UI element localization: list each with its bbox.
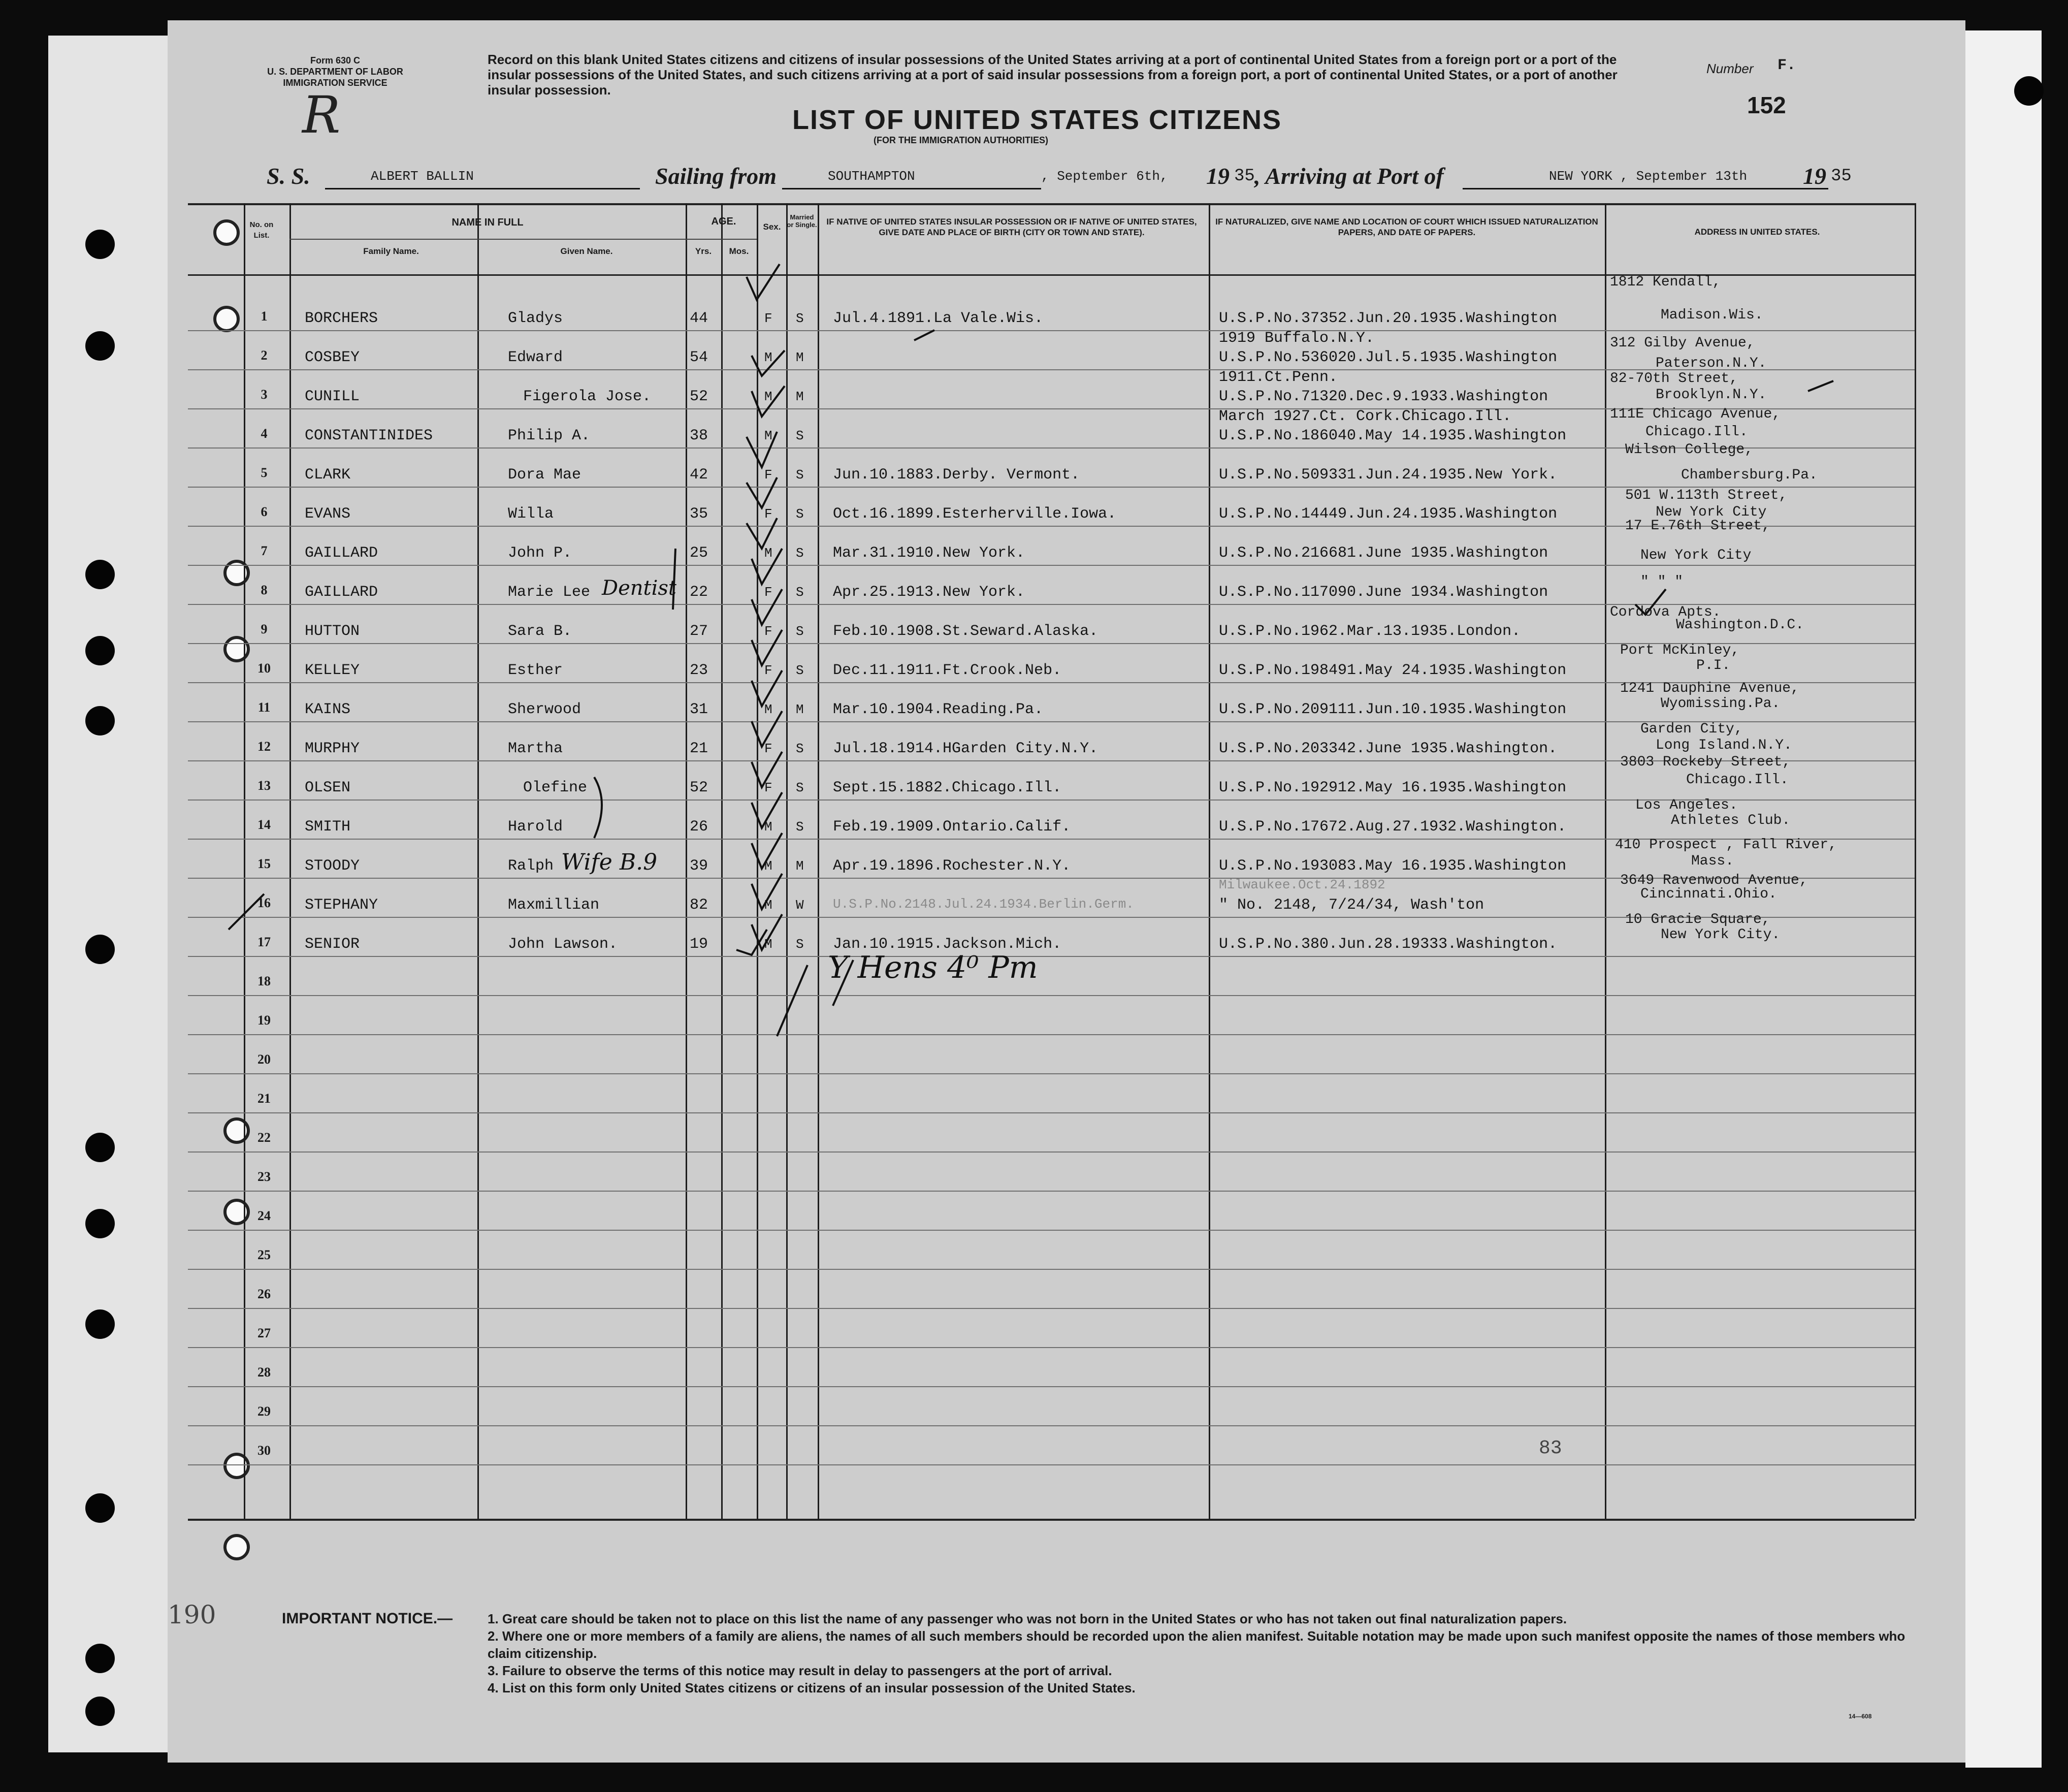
family-name: SMITH <box>305 818 351 836</box>
row-number: 26 <box>257 1287 271 1301</box>
corner-mark: R <box>302 85 341 145</box>
naturalization-papers: U.S.P.No.380.Jun.28.19333.Washington. <box>1219 936 1558 953</box>
form-number: Form 630 C <box>310 55 361 66</box>
address-line: Wyomissing.Pa. <box>1661 696 1781 712</box>
marital-status: S <box>796 937 804 952</box>
row-number: 22 <box>257 1130 271 1145</box>
row-number: 10 <box>257 661 271 676</box>
address-line: 410 Prospect , Fall River, <box>1615 837 1837 853</box>
address-line: Los Angeles. <box>1635 797 1738 813</box>
naturalization-papers: U.S.P.No.17672.Aug.27.1932.Washington. <box>1219 818 1567 836</box>
address-line: Chambersburg.Pa. <box>1681 467 1818 483</box>
address-line: 3649 Ravenwood Avenue, <box>1620 873 1808 888</box>
birth-details: Jan.10.1915.Jackson.Mich. <box>833 936 1062 953</box>
family-name: MURPHY <box>305 740 360 757</box>
sex: F <box>764 663 772 678</box>
age-years: 52 <box>690 388 708 405</box>
age-years: 35 <box>690 505 708 523</box>
handwritten-dentist: Dentist <box>602 577 676 600</box>
marital-status: S <box>796 585 804 600</box>
row-number: 25 <box>257 1247 271 1262</box>
header-naturalization: IF NATURALIZED, GIVE NAME AND LOCATION OF COURT WHICH ISSUED NATURALIZATION PAPERS, AND DATE OF PAPERS. <box>1215 217 1598 237</box>
given-name: Martha <box>508 740 563 757</box>
naturalization-papers: U.S.P.No.71320.Dec.9.1933.Washington <box>1219 388 1548 405</box>
naturalization-papers: U.S.P.No.209111.Jun.10.1935.Washington <box>1219 701 1567 718</box>
age-years: 82 <box>690 897 708 914</box>
check-mark <box>752 874 782 909</box>
address-line: New York City. <box>1661 927 1781 943</box>
ss-label: S. S. <box>267 163 310 189</box>
age-years: 39 <box>690 857 708 875</box>
given-name: John Lawson. <box>508 936 618 953</box>
family-name: BORCHERS <box>305 310 378 327</box>
marital-status: S <box>796 624 804 639</box>
address-line: Chicago.Ill. <box>1686 772 1789 788</box>
bracket-stroke <box>594 777 602 838</box>
sex: M <box>764 858 772 874</box>
family-name: KELLEY <box>305 662 360 679</box>
handwritten-note: Y Hens 4⁰ Pm <box>828 950 1038 985</box>
birth-details: Jun.10.1883.Derby. Vermont. <box>833 466 1080 484</box>
checkmark-strokes <box>229 264 1833 1036</box>
row-number: 19 <box>257 1013 271 1028</box>
naturalization-papers: U.S.P.No.117090.June 1934.Washington <box>1219 584 1548 601</box>
birth-details: Dec.11.1911.Ft.Crook.Neb. <box>833 662 1062 679</box>
family-name: SENIOR <box>305 936 360 953</box>
sex: M <box>764 898 772 913</box>
row-number: 13 <box>257 778 271 793</box>
notice-list <box>488 1610 1930 1697</box>
age-years: 42 <box>690 466 708 484</box>
year-prefix: 19 <box>1206 163 1230 189</box>
family-name: CUNILL <box>305 388 360 405</box>
naturalization-papers: U.S.P.No.1962.Mar.13.1935.London. <box>1219 623 1521 640</box>
notice-item: 1. Great care should be taken not to place on this list the name of any passenger who was not born in the United States or who has not taken out final naturalization papers. <box>488 1611 1567 1626</box>
address-line: 312 Gilby Avenue, <box>1610 335 1755 351</box>
marital-status: S <box>796 663 804 678</box>
given-name: Willa <box>508 505 554 523</box>
age-years: 26 <box>690 818 708 836</box>
address-line: 82-70th Street, <box>1610 371 1738 387</box>
header-name-in-full: NAME IN FULL <box>451 217 524 228</box>
margin-note: 190 <box>168 1600 216 1629</box>
address-line: Cincinnati.Ohio. <box>1640 886 1777 902</box>
sex: M <box>764 350 772 365</box>
header-given-name: Given Name. <box>560 246 613 256</box>
number-value: F. <box>1778 57 1796 74</box>
check-mark <box>752 589 782 625</box>
check-mark <box>752 833 782 869</box>
birth-details: Jul.18.1914.HGarden City.N.Y. <box>833 740 1098 757</box>
age-years: 54 <box>690 349 708 366</box>
row-number: 8 <box>261 583 268 597</box>
tick-stroke <box>914 330 934 340</box>
birth-details: Feb.19.1909.Ontario.Calif. <box>833 818 1071 836</box>
given-name: Gladys <box>508 310 563 327</box>
family-name: STOODY <box>305 857 360 875</box>
check-mark <box>747 518 777 549</box>
row-number: 2 <box>261 348 268 363</box>
sex: M <box>764 819 772 835</box>
family-name: HUTTON <box>305 623 360 640</box>
row-number: 7 <box>261 543 268 558</box>
sex: M <box>764 428 772 443</box>
family-name: STEPHANY <box>305 897 378 914</box>
row-number: 28 <box>257 1365 271 1380</box>
year-suffix: 35 <box>1234 167 1255 186</box>
naturalization-papers: U.S.P.No.193083.May 16.1935.Washington <box>1219 857 1567 875</box>
row-number: 11 <box>257 700 271 715</box>
family-name: GAILLARD <box>305 584 378 601</box>
marital-status: S <box>796 506 804 522</box>
notice-item: 3. Failure to observe the terms of this notice may result in delay to passengers at the port of arrival. <box>488 1663 1112 1678</box>
row-number: 17 <box>257 935 271 949</box>
given-name: Philip A. <box>508 427 591 444</box>
row-number: 20 <box>257 1052 271 1067</box>
age-years: 21 <box>690 740 708 757</box>
form-code: 14—608 <box>1849 1713 1872 1720</box>
marital-status: M <box>796 858 804 874</box>
sex: M <box>764 937 772 952</box>
family-name: CONSTANTINIDES <box>305 427 433 444</box>
check-mark <box>752 914 782 950</box>
address-line: Port McKinley, <box>1620 643 1740 658</box>
sex: F <box>764 311 772 326</box>
row-number: 27 <box>257 1326 271 1340</box>
address-line: Garden City, <box>1640 721 1743 737</box>
check-mark <box>752 630 782 665</box>
naturalization-papers: U.S.P.No.192912.May 16.1935.Washington <box>1219 779 1567 796</box>
given-name: Olefine <box>523 779 588 796</box>
naturalization-court: Milwaukee.Oct.24.1892 <box>1219 877 1385 892</box>
given-name: Maxmillian <box>508 897 600 914</box>
sex: F <box>764 624 772 639</box>
birth-details: Mar.31.1910.New York. <box>833 545 1025 562</box>
department-name: U. S. DEPARTMENT OF LABOR <box>267 67 403 77</box>
address-line: Madison.Wis. <box>1661 307 1763 323</box>
age-years: 25 <box>690 545 708 562</box>
check-mark <box>752 670 782 706</box>
address-line: New York City <box>1640 548 1752 563</box>
stamp-number: 83 <box>1539 1437 1562 1459</box>
row-number: 5 <box>261 465 268 480</box>
row-number: 4 <box>261 426 268 441</box>
given-name: Figerola Jose. <box>523 388 652 405</box>
given-name: Esther <box>508 662 563 679</box>
sex: F <box>764 467 772 483</box>
sailing-date: , September 6th, <box>1041 169 1168 184</box>
address-line: Mass. <box>1691 853 1734 869</box>
family-name: GAILLARD <box>305 545 378 562</box>
birth-details: Apr.25.1913.New York. <box>833 584 1025 601</box>
address-line: Paterson.N.Y. <box>1656 356 1767 371</box>
check-mark <box>736 930 767 955</box>
row-number: 24 <box>257 1208 271 1223</box>
check-mark <box>747 477 777 508</box>
family-name: EVANS <box>305 505 351 523</box>
marital-status: M <box>796 350 804 365</box>
address-line: 1241 Dauphine Avenue, <box>1620 681 1799 696</box>
service-name: IMMIGRATION SERVICE <box>283 78 387 88</box>
notice-item: 4. List on this form only United States citizens or citizens of an insular possession of the United States. <box>488 1680 1136 1695</box>
row-number: 1 <box>261 309 268 324</box>
marital-status: M <box>796 702 804 717</box>
notice-heading: IMPORTANT NOTICE.— <box>282 1610 453 1627</box>
ship-name: ALBERT BALLIN <box>371 169 474 184</box>
row-number: 9 <box>261 622 268 636</box>
header-years: Yrs. <box>695 246 712 256</box>
age-years: 19 <box>690 936 708 953</box>
row-number: 6 <box>261 504 268 519</box>
sex: F <box>764 741 772 756</box>
tally-stroke <box>777 965 807 1036</box>
marital-status: S <box>796 741 804 756</box>
tick-stroke <box>1808 381 1833 391</box>
naturalization-papers: U.S.P.No.203342.June 1935.Washington. <box>1219 740 1558 757</box>
marital-status: W <box>796 898 804 913</box>
header-age: AGE. <box>711 216 736 227</box>
sex: F <box>764 506 772 522</box>
sex: M <box>764 546 772 561</box>
sailing-label: Sailing from <box>655 163 777 189</box>
check-mark <box>752 752 782 787</box>
address-line: Wilson College, <box>1625 442 1754 458</box>
given-name: Ralph <box>508 857 554 875</box>
row-number: 29 <box>257 1404 271 1419</box>
naturalization-papers: " No. 2148, 7/24/34, Wash'ton <box>1219 897 1484 914</box>
naturalization-papers: U.S.P.No.37352.Jun.20.1935.Washington <box>1219 310 1558 327</box>
age-years: 52 <box>690 779 708 796</box>
arrival-port: NEW YORK , September 13th <box>1549 169 1748 184</box>
given-name: Sara B. <box>508 623 572 640</box>
birth-details: Mar.10.1904.Reading.Pa. <box>833 701 1044 718</box>
birth-details: U.S.P.No.2148.Jul.24.1934.Berlin.Germ. <box>833 897 1134 912</box>
row-number: 14 <box>257 817 271 832</box>
birth-details: Apr.19.1896.Rochester.N.Y. <box>833 857 1071 875</box>
number-label: Number <box>1706 61 1754 76</box>
address-line: 10 Gracie Square, <box>1625 912 1770 927</box>
sex: F <box>764 585 772 600</box>
birth-details: Sept.15.1882.Chicago.Ill. <box>833 779 1062 796</box>
address-line: 17 E.76th Street, <box>1625 518 1770 534</box>
family-name: OLSEN <box>305 779 351 796</box>
handwritten-wife: Wife B.9 <box>561 849 658 875</box>
naturalization-papers: U.S.P.No.216681.June 1935.Washington <box>1219 545 1548 562</box>
naturalization-papers: U.S.P.No.186040.May 14.1935.Washington <box>1219 427 1567 444</box>
departure-port: SOUTHAMPTON <box>828 169 915 184</box>
marital-status: S <box>796 546 804 561</box>
margin-stroke <box>229 894 264 930</box>
given-name: Marie Lee <box>508 584 591 601</box>
page-subtitle: (FOR THE IMMIGRATION AUTHORITIES) <box>874 135 1048 145</box>
address-line: Cordova Apts. <box>1610 604 1721 620</box>
check-mark <box>752 792 782 828</box>
header-married-single: Married or Single. <box>787 213 817 229</box>
header-address: ADDRESS IN UNITED STATES. <box>1694 227 1820 237</box>
row-number: 3 <box>261 387 268 402</box>
marital-status: S <box>796 467 804 483</box>
arrival-year-prefix: 19 <box>1803 163 1826 189</box>
page-title: LIST OF UNITED STATES CITIZENS <box>792 105 1282 135</box>
family-name: KAINS <box>305 701 351 718</box>
address-line: " " " <box>1640 574 1684 590</box>
address-line: 3803 Rockeby Street, <box>1620 754 1791 770</box>
marital-status: S <box>796 819 804 835</box>
naturalization-papers: U.S.P.No.198491.May 24.1935.Washington <box>1219 662 1567 679</box>
address-line: P.I. <box>1696 658 1731 674</box>
address-line: Long Island.N.Y. <box>1656 738 1792 753</box>
age-years: 38 <box>690 427 708 444</box>
family-name: CLARK <box>305 466 351 484</box>
naturalization-court: March 1927.Ct. Cork.Chicago.Ill. <box>1219 408 1512 425</box>
address-line: 111E Chicago Avenue, <box>1610 406 1781 422</box>
header-birth-place: IF NATIVE OF UNITED STATES INSULAR POSSESSION OR IF NATIVE OF UNITED STATES, GIVE DATE AND PLACE OF BIRTH (CITY OR TOWN AND STATE). <box>826 217 1197 237</box>
row-number: 23 <box>257 1169 271 1184</box>
header-no: No. on List. <box>249 220 274 240</box>
age-years: 27 <box>690 623 708 640</box>
page-number: 152 <box>1747 92 1786 118</box>
birth-details: Feb.10.1908.St.Seward.Alaska. <box>833 623 1098 640</box>
marital-status: S <box>796 311 804 326</box>
age-years: 31 <box>690 701 708 718</box>
header-sex: Sex. <box>763 222 781 232</box>
given-name: Harold <box>508 818 563 836</box>
marital-status: M <box>796 389 804 404</box>
check-mark <box>752 711 782 747</box>
arrival-year-suffix: 35 <box>1831 167 1852 186</box>
row-number: 15 <box>257 856 271 871</box>
tick-stroke <box>1635 589 1666 615</box>
row-number: 12 <box>257 739 271 754</box>
row-number: 16 <box>257 895 271 910</box>
arriving-label: , Arriving at Port of <box>1254 163 1444 189</box>
naturalization-papers: U.S.P.No.536020.Jul.5.1935.Washington <box>1219 349 1558 366</box>
family-name: COSBEY <box>305 349 360 366</box>
sex: M <box>764 389 772 404</box>
naturalization-papers: U.S.P.No.509331.Jun.24.1935.New York. <box>1219 466 1558 484</box>
birth-details: Jul.4.1891.La Vale.Wis. <box>833 310 1044 327</box>
address-line: Brooklyn.N.Y. <box>1656 387 1767 403</box>
header-family-name: Family Name. <box>363 246 419 256</box>
age-years: 23 <box>690 662 708 679</box>
check-mark <box>747 432 777 467</box>
form-preamble: Record on this blank United States citizens and citizens of insular possessions of the United States arriving at a port of continental United States from a foreign port or a port of the insular possessions of the United States, and such citizens arriving at a port of said insular possessions from a foreign port, a port of continental United States, or a port of another insular possession. <box>488 52 1618 98</box>
age-years: 22 <box>690 584 708 601</box>
row-number: 30 <box>257 1443 271 1458</box>
given-name: Edward <box>508 349 563 366</box>
age-years: 44 <box>690 310 708 327</box>
check-mark <box>752 350 785 376</box>
check-mark <box>752 549 782 584</box>
naturalization-court: 1919 Buffalo.N.Y. <box>1219 330 1375 347</box>
sex: F <box>764 780 772 795</box>
address-line: 1812 Kendall, <box>1610 274 1721 290</box>
address-line: Athletes Club. <box>1671 813 1791 828</box>
address-line: Chicago.Ill. <box>1645 424 1748 440</box>
row-number: 18 <box>257 974 271 988</box>
header-months: Mos. <box>729 246 749 256</box>
given-name: John P. <box>508 545 572 562</box>
check-mark <box>752 386 785 417</box>
address-line: Washington.D.C. <box>1676 617 1804 633</box>
check-mark <box>747 264 780 300</box>
address-line: New York City <box>1656 504 1767 520</box>
marital-status: S <box>796 428 804 443</box>
address-line: 501 W.113th Street, <box>1625 488 1788 503</box>
marital-status: S <box>796 780 804 795</box>
row-number: 21 <box>257 1091 271 1106</box>
naturalization-court: 1911.Ct.Penn. <box>1219 369 1338 386</box>
given-name: Sherwood <box>508 701 581 718</box>
naturalization-papers: U.S.P.No.14449.Jun.24.1935.Washington <box>1219 505 1558 523</box>
notice-item: 2. Where one or more members of a family are aliens, the names of all such members should be recorded upon the alien manifest. Suitable notation may be made upon such manifest opposite the names of those members who claim citizenship. <box>488 1628 1905 1661</box>
birth-details: Oct.16.1899.Esterherville.Iowa. <box>833 505 1117 523</box>
sex: M <box>764 702 772 717</box>
given-name: Dora Mae <box>508 466 581 484</box>
